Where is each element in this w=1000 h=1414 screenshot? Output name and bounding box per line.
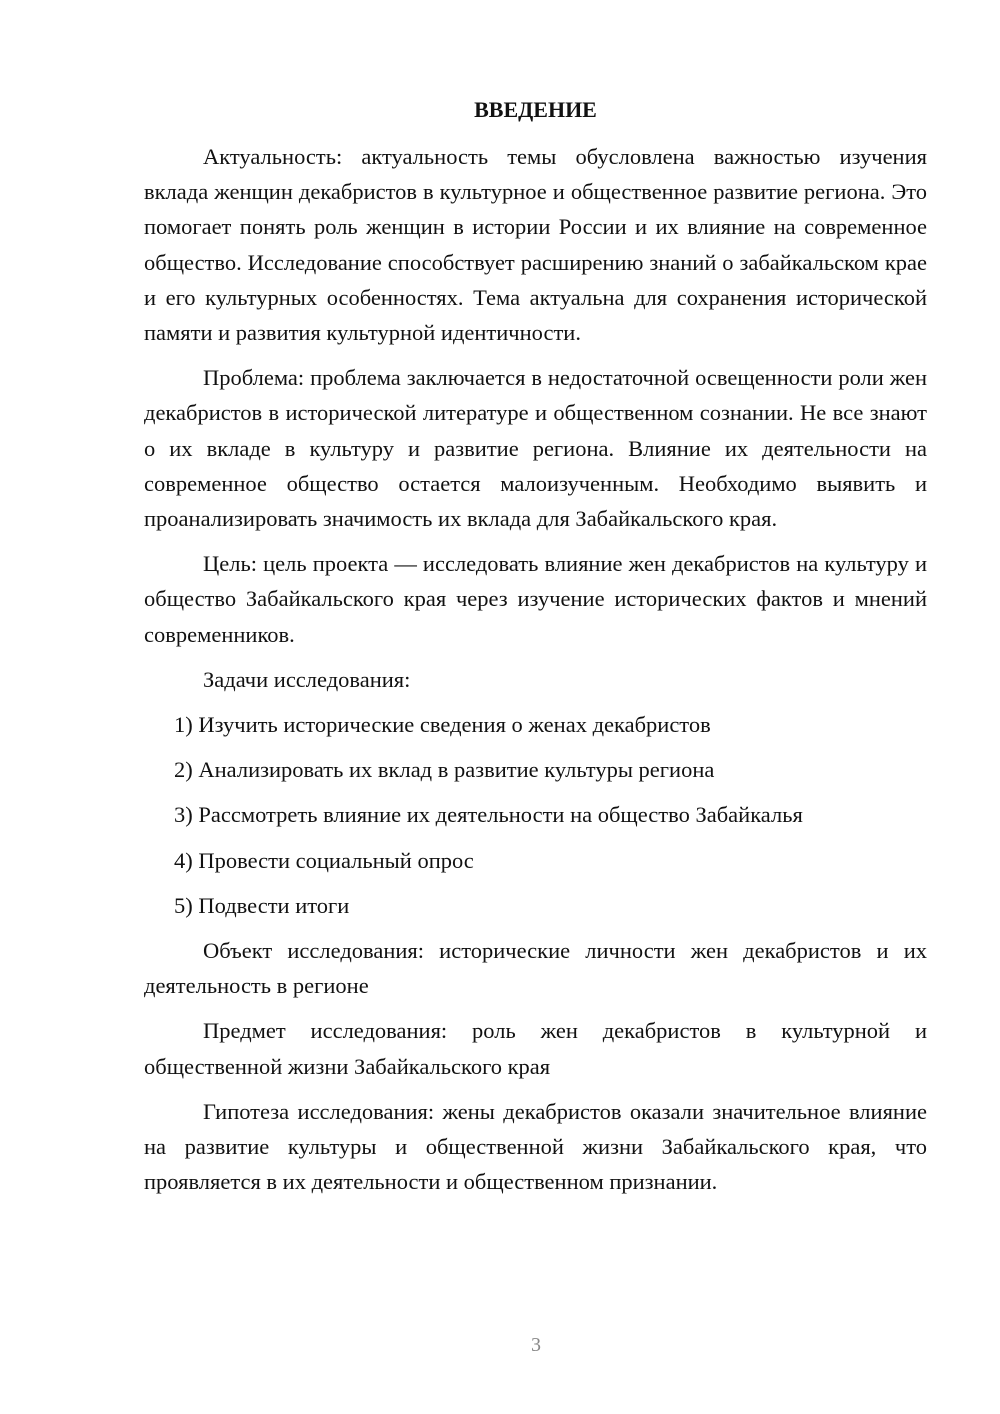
task-item: 4) Провести социальный опрос bbox=[174, 847, 474, 873]
subject-paragraph: Предмет исследования: роль жен декабристов в культурной и общественной жизни Забайкальского края bbox=[144, 1018, 927, 1079]
tasks-list bbox=[144, 707, 927, 923]
goal-paragraph: Цель: цель проекта — исследовать влияние жен декабристов на культуру и общество Забайкальского края через изучение исторических фактов и мнений современников. bbox=[144, 551, 927, 647]
hypothesis-paragraph: Гипотеза исследования: жены декабристов оказали значительное влияние на развитие культуры и общественной жизни Забайкальского края, что проявляется в их деятельности и общественном признании. bbox=[144, 1098, 927, 1195]
page-number: 3 bbox=[531, 1334, 541, 1356]
tasks-label: Задачи исследования: bbox=[203, 666, 411, 692]
problem-paragraph: Проблема: проблема заключается в недостаточной освещенности роли жен декабристов в исторической литературе и общественном сознании. Не все знают о их вкладе в культуру и развитие региона. Влияние их деятельности на современное общество остается малоизученным. Необходимо выявить и проанализировать значимость их вклада для Забайкальского края. bbox=[144, 365, 927, 532]
task-item: 3) Рассмотреть влияние их деятельности на общество Забайкалья bbox=[174, 802, 803, 828]
object-paragraph: Объект исследования: исторические личности жен декабристов и их деятельность в регионе bbox=[144, 938, 927, 999]
document-page bbox=[144, 95, 927, 1209]
section-heading: ВВЕДЕНИЕ bbox=[474, 97, 597, 122]
task-item: 2) Анализировать их вклад в развитие культуры региона bbox=[174, 757, 715, 783]
relevance-paragraph: Актуальность: актуальность темы обусловлена важностью изучения вклада женщин декабристов в культурное и общественное развитие региона. Это помогает понять роль женщин в истории России и их влияние на современное общество. Исследование способствует расширению знаний о забайкальском крае и его культурных особенностях. Тема актуальна для сохранения исторической памяти и развития культурной идентичности. bbox=[144, 144, 927, 346]
task-item: 5) Подвести итоги bbox=[174, 892, 350, 918]
task-item: 1) Изучить исторические сведения о женах декабристов bbox=[174, 712, 711, 738]
